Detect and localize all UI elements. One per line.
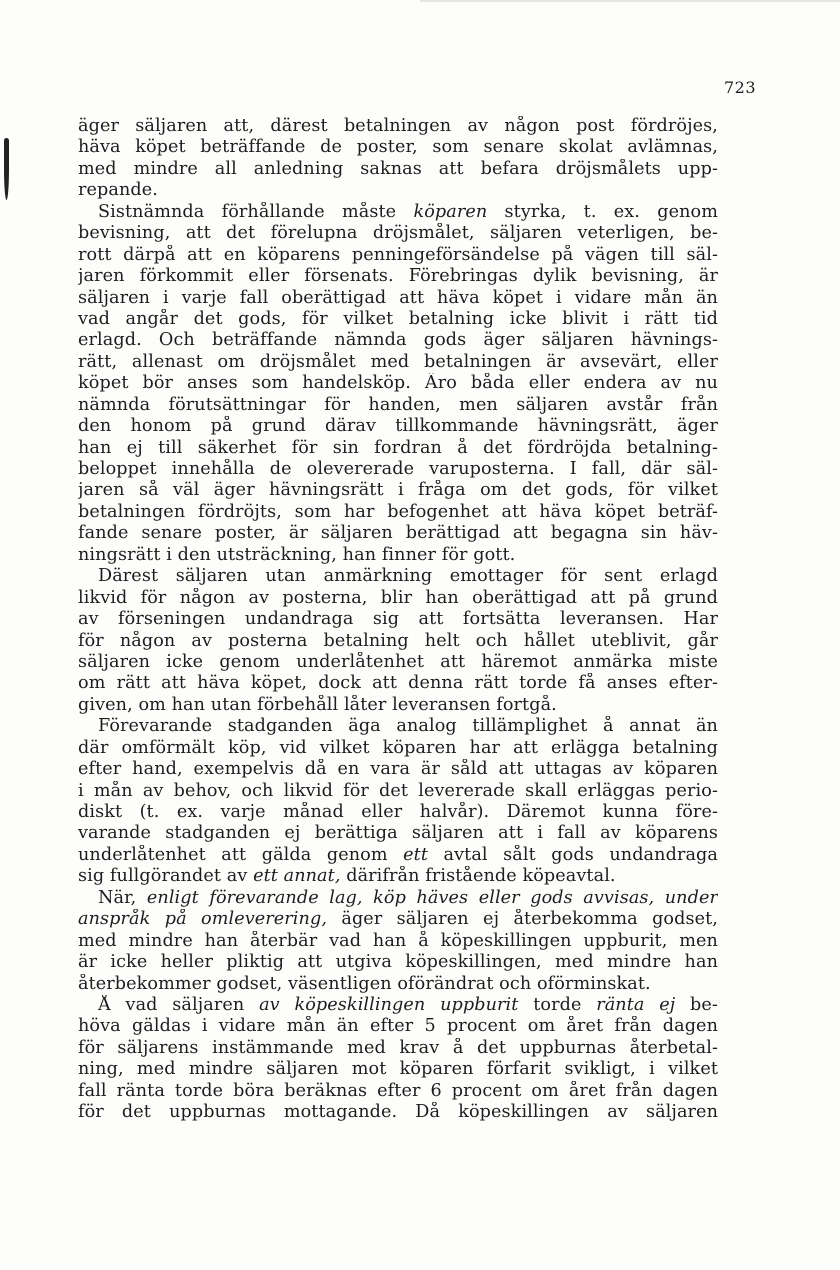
- text-line: [78, 673, 718, 694]
- top-edge-rule: [420, 0, 840, 2]
- text-line: [78, 116, 718, 137]
- text-line: [78, 438, 718, 459]
- text-line: [78, 330, 718, 351]
- text-run: han ej till säkerhet för sin fordran å det fördröjda betalning-: [78, 437, 718, 458]
- text-run: betalningen fördröjts, som har befogenhet att häva köpet beträf-: [78, 501, 718, 522]
- text-run: Därest säljaren utan anmärkning emottager för sent erlagd: [98, 566, 718, 587]
- text-run: varande stadganden ej berättiga säljaren att i fall av köparens: [78, 823, 718, 844]
- text-line: [78, 866, 718, 887]
- text-line: [78, 245, 718, 266]
- text-run: för någon av posterna betalning helt och hållet uteblivit, går: [78, 630, 718, 651]
- text-run: Å vad säljaren: [98, 994, 260, 1015]
- text-line: [78, 266, 718, 287]
- text-line: [78, 545, 718, 566]
- text-run: den honom på grund därav tillkommande hävningsrätt, äger: [78, 416, 718, 437]
- text-run: rott därpå att en köparens penningeförsändelse på vägen till säl-: [78, 244, 718, 265]
- text-run: för det uppburnas mottagande. Då köpeskillingen av säljaren: [78, 1102, 718, 1123]
- text-line: [78, 952, 718, 973]
- text-line: [78, 159, 718, 180]
- text-run: avtal sålt gods undandraga: [428, 844, 718, 865]
- text-run: med mindre han återbär vad han å köpeskillingen uppburit, men: [78, 930, 718, 951]
- text-run: säljaren i varje fall oberättigad att häva köpet i vidare mån än: [78, 287, 718, 308]
- text-run: likvid för någon av posterna, blir han oberättigad att på grund: [78, 587, 718, 608]
- italic-run: köparen: [413, 201, 488, 222]
- text-run: där omförmält köp, vid vilket köparen har att erlägga betalning: [78, 737, 718, 758]
- text-line: [78, 1059, 718, 1080]
- text-run: bevisning, att det förelupna dröjsmålet, säljaren veterligen, be-: [78, 223, 718, 244]
- text-run: be-: [675, 994, 718, 1015]
- text-line: [78, 202, 718, 223]
- text-run: Sistnämnda förhållande måste: [98, 201, 414, 222]
- text-line: [78, 781, 718, 802]
- text-run: fande senare poster, är säljaren berättigad att begagna sin häv-: [78, 523, 718, 544]
- text-line: [78, 352, 718, 373]
- text-run: säljaren icke genom underlåtenhet att häremot anmärka miste: [78, 651, 718, 672]
- text-run: vad angår det gods, för vilket betalning icke blivit i rätt tid: [78, 308, 718, 329]
- text-run: torde: [518, 994, 597, 1015]
- italic-run: anspråk på omleverering,: [78, 909, 328, 930]
- text-line: [78, 759, 718, 780]
- text-run: diskt (t. ex. varje månad eller halvår). Däremot kunna före-: [78, 802, 718, 822]
- text-run: given, om han utan förbehåll låter leveransen fortgå.: [78, 694, 557, 715]
- text-run: fall ränta torde böra beräknas efter 6 procent om året från dagen: [78, 1080, 718, 1101]
- text-run: styrka, t. ex. genom: [487, 201, 718, 222]
- text-line: [78, 523, 718, 544]
- text-line: [78, 1038, 718, 1059]
- text-line: [78, 609, 718, 630]
- text-run: i mån av behov, och likvid för det levererade skall erläggas perio-: [78, 780, 718, 801]
- text-run: beloppet innehålla de olevererade varuposterna. I fall, där säl-: [78, 459, 718, 479]
- text-run: underlåtenhet att gälda genom: [78, 844, 404, 865]
- text-line: [78, 480, 718, 501]
- text-line: [78, 502, 718, 523]
- text-line: [78, 845, 718, 866]
- text-run: höva gäldas i vidare mån än efter 5 procent om året från dagen: [78, 1016, 718, 1037]
- text-run: därifrån fristående köpeavtal.: [340, 866, 616, 887]
- text-line: [78, 309, 718, 330]
- italic-run: ett annat,: [253, 866, 341, 887]
- text-line: [78, 738, 718, 759]
- text-line: [78, 566, 718, 587]
- text-run: rätt, allenast om dröjsmålet med betalningen är avsevärt, eller: [78, 351, 718, 372]
- text-run: jaren så väl äger hävningsrätt i fråga om det gods, för vilket: [78, 480, 718, 501]
- text-line: [78, 416, 718, 437]
- text-line: [78, 1102, 718, 1123]
- text-line: [78, 974, 718, 995]
- text-run: nämnda förutsättningar för handen, men säljaren avstår från: [78, 394, 718, 415]
- text-line: [78, 223, 718, 244]
- text-run: om rätt att häva köpet, dock att denna rätt torde få anses efter-: [78, 673, 718, 694]
- text-run: jaren förkommit eller försenats. Förebringas dylik bevisning, är: [78, 266, 718, 287]
- text-run: äger säljaren ej återbekomma godset,: [327, 909, 718, 930]
- text-line: [78, 588, 718, 609]
- text-run: När,: [98, 887, 147, 908]
- text-line: [78, 1081, 718, 1102]
- text-line: [78, 995, 718, 1016]
- text-run: återbekommer godset, väsentligen oförändrat och oförminskat.: [78, 973, 651, 994]
- text-run: sig fullgörandet av: [78, 866, 254, 887]
- text-line: [78, 888, 718, 909]
- text-line: [78, 137, 718, 158]
- text-line: [78, 395, 718, 416]
- text-run: erlagd. Och beträffande nämnda gods äger säljaren hävnings-: [78, 330, 718, 351]
- italic-run: enligt förevarande lag, köp häves eller gods avvisas, under: [146, 887, 718, 908]
- text-run: ning, med mindre säljaren mot köparen förfarit svikligt, i vilket: [78, 1059, 718, 1080]
- text-run: Förevarande stadganden äga analog tillämplighet å annat än: [98, 716, 718, 737]
- text-line: [78, 288, 718, 309]
- text-run: häva köpet beträffande de poster, som senare skolat avlämnas,: [78, 137, 718, 158]
- text-line: [78, 180, 718, 201]
- text-line: [78, 652, 718, 673]
- text-run: efter hand, exempelvis då en vara är såld att uttagas av köparen: [78, 759, 718, 780]
- text-run: med mindre all anledning saknas att befara dröjsmålets upp-: [78, 158, 718, 179]
- text-line: [78, 909, 718, 930]
- page-number: 723: [723, 78, 756, 97]
- italic-run: av köpeskillingen uppburit: [259, 994, 519, 1015]
- italic-run: ränta ej: [596, 994, 676, 1015]
- text-run: är icke heller pliktig att utgiva köpeskillingen, med mindre han: [78, 952, 718, 973]
- text-run: av förseningen undandraga sig att fortsätta leveransen. Har: [78, 609, 718, 630]
- text-line: [78, 716, 718, 737]
- text-line: [78, 931, 718, 952]
- text-line: [78, 373, 718, 394]
- text-run: äger säljaren att, därest betalningen av någon post fördröjes,: [78, 116, 718, 136]
- italic-run: ett: [403, 844, 429, 865]
- ink-margin-mark: [4, 138, 9, 200]
- text-run: för säljarens instämmande med krav å det uppburnas återbetal-: [78, 1037, 718, 1058]
- text-line: [78, 695, 718, 716]
- body-text: [78, 116, 718, 1124]
- text-line: [78, 802, 718, 823]
- text-line: [78, 459, 718, 480]
- text-line: [78, 823, 718, 844]
- text-line: [78, 1016, 718, 1037]
- text-line: [78, 631, 718, 652]
- text-run: köpet bör anses som handelsköp. Äro båda eller endera av nu: [78, 373, 718, 394]
- text-run: repande.: [78, 180, 158, 201]
- text-run: ningsrätt i den utsträckning, han finner för gott.: [78, 544, 516, 565]
